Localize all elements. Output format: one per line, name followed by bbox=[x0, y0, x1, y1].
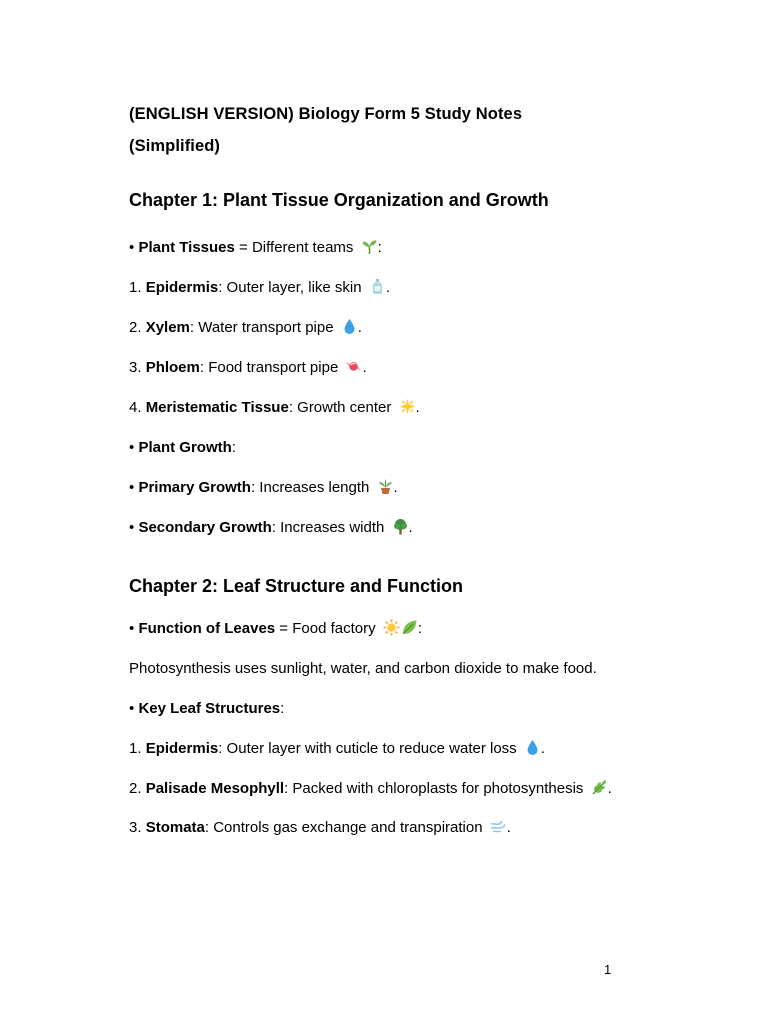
tissue-item-text: : Growth center bbox=[288, 399, 392, 416]
plant-tissues-intro bbox=[129, 235, 629, 261]
bullet: • bbox=[129, 479, 135, 496]
chapter-2-heading: Chapter 2: Leaf Structure and Function bbox=[129, 576, 464, 596]
bullet: • bbox=[129, 700, 135, 717]
droplet-icon bbox=[524, 739, 541, 756]
document-title-line1: (ENGLISH VERSION) Biology Form 5 Study Notes bbox=[129, 105, 523, 123]
glowing-star-icon bbox=[399, 398, 416, 415]
term-epidermis: Epidermis bbox=[145, 740, 219, 757]
structure-item-palisade bbox=[129, 776, 629, 802]
structure-item-number: 2. bbox=[129, 780, 142, 797]
tissue-item-end: . bbox=[415, 399, 420, 416]
seedling-icon bbox=[361, 238, 378, 255]
tissue-item-text: : Water transport pipe bbox=[189, 319, 334, 336]
tissue-item-epidermis bbox=[129, 275, 629, 301]
growth-item-text: : Increases length bbox=[250, 479, 370, 496]
term-epidermis: Epidermis bbox=[145, 279, 219, 296]
bullet: • bbox=[129, 239, 135, 256]
structure-item-end: . bbox=[506, 819, 511, 836]
term-plant-tissues: Plant Tissues bbox=[138, 239, 235, 256]
term-function-of-leaves: Function of Leaves bbox=[138, 620, 276, 637]
tissue-item-end: . bbox=[362, 359, 367, 376]
term-secondary-growth: Secondary Growth bbox=[138, 519, 272, 536]
term-plant-growth: Plant Growth bbox=[138, 439, 232, 456]
tissue-item-number: 4. bbox=[129, 399, 142, 416]
structure-item-stomata bbox=[129, 815, 629, 841]
tissue-item-meristematic bbox=[129, 395, 629, 421]
page-content bbox=[129, 98, 629, 841]
structure-item-epidermis bbox=[129, 736, 629, 762]
candy-icon bbox=[345, 358, 362, 375]
droplet-icon bbox=[341, 318, 358, 335]
term-phloem: Phloem bbox=[145, 359, 200, 376]
growth-item-text: : Increases width bbox=[271, 519, 385, 536]
tissue-item-end: . bbox=[357, 319, 362, 336]
plant-tissues-text: = Different teams bbox=[234, 239, 354, 256]
tissue-item-number: 1. bbox=[129, 279, 142, 296]
tree-icon bbox=[392, 518, 409, 535]
term-meristematic-tissue: Meristematic Tissue bbox=[145, 399, 289, 416]
growth-item-end: . bbox=[408, 519, 413, 536]
key-leaf-structures-end: : bbox=[280, 700, 285, 717]
bullet: • bbox=[129, 620, 135, 637]
plant-growth-intro bbox=[129, 435, 629, 461]
chapter-1-heading: Chapter 1: Plant Tissue Organization and Growth bbox=[129, 190, 549, 210]
tissue-item-xylem bbox=[129, 315, 629, 341]
tissue-item-number: 3. bbox=[129, 359, 142, 376]
term-primary-growth: Primary Growth bbox=[138, 479, 251, 496]
tissue-item-end: . bbox=[385, 279, 390, 296]
structure-item-number: 3. bbox=[129, 819, 142, 836]
function-of-leaves-text: = Food factory bbox=[275, 620, 376, 637]
growth-item-secondary bbox=[129, 515, 629, 541]
potted-plant-icon bbox=[377, 478, 394, 495]
growth-item-primary bbox=[129, 475, 629, 501]
herb-icon bbox=[591, 779, 608, 796]
function-of-leaves-intro bbox=[129, 616, 629, 642]
wind-face-icon bbox=[490, 818, 507, 835]
tissue-item-text: : Food transport pipe bbox=[199, 359, 339, 376]
structure-item-text: : Outer layer with cuticle to reduce water loss bbox=[218, 740, 517, 757]
term-xylem: Xylem bbox=[145, 319, 190, 336]
structure-item-text: : Packed with chloroplasts for photosynthesis bbox=[284, 780, 584, 797]
key-leaf-structures-intro bbox=[129, 696, 629, 722]
tissue-item-number: 2. bbox=[129, 319, 142, 336]
structure-item-text: : Controls gas exchange and transpiration bbox=[204, 819, 483, 836]
plant-tissues-end: : bbox=[377, 239, 382, 256]
document-title-line2: (Simplified) bbox=[129, 137, 221, 155]
tissue-item-text: : Outer layer, like skin bbox=[218, 279, 362, 296]
tissue-item-phloem bbox=[129, 355, 629, 381]
structure-item-number: 1. bbox=[129, 740, 142, 757]
page-number: 1 bbox=[604, 962, 612, 977]
bullet: • bbox=[129, 439, 135, 456]
structure-item-end: . bbox=[607, 780, 612, 797]
growth-item-end: . bbox=[393, 479, 398, 496]
term-palisade-mesophyll: Palisade Mesophyll bbox=[145, 780, 285, 797]
lotion-bottle-icon bbox=[369, 278, 386, 295]
photosynthesis-paragraph: Photosynthesis uses sunlight, water, and carbon dioxide to make food. bbox=[129, 660, 597, 677]
plant-growth-end: : bbox=[231, 439, 236, 456]
structure-item-end: . bbox=[540, 740, 546, 757]
leaf-icon bbox=[401, 619, 418, 636]
document-title bbox=[129, 98, 629, 162]
function-of-leaves-end: : bbox=[417, 620, 422, 637]
term-key-leaf-structures: Key Leaf Structures bbox=[138, 700, 281, 717]
bullet: • bbox=[129, 519, 135, 536]
sun-icon bbox=[383, 619, 400, 636]
term-stomata: Stomata bbox=[145, 819, 205, 836]
